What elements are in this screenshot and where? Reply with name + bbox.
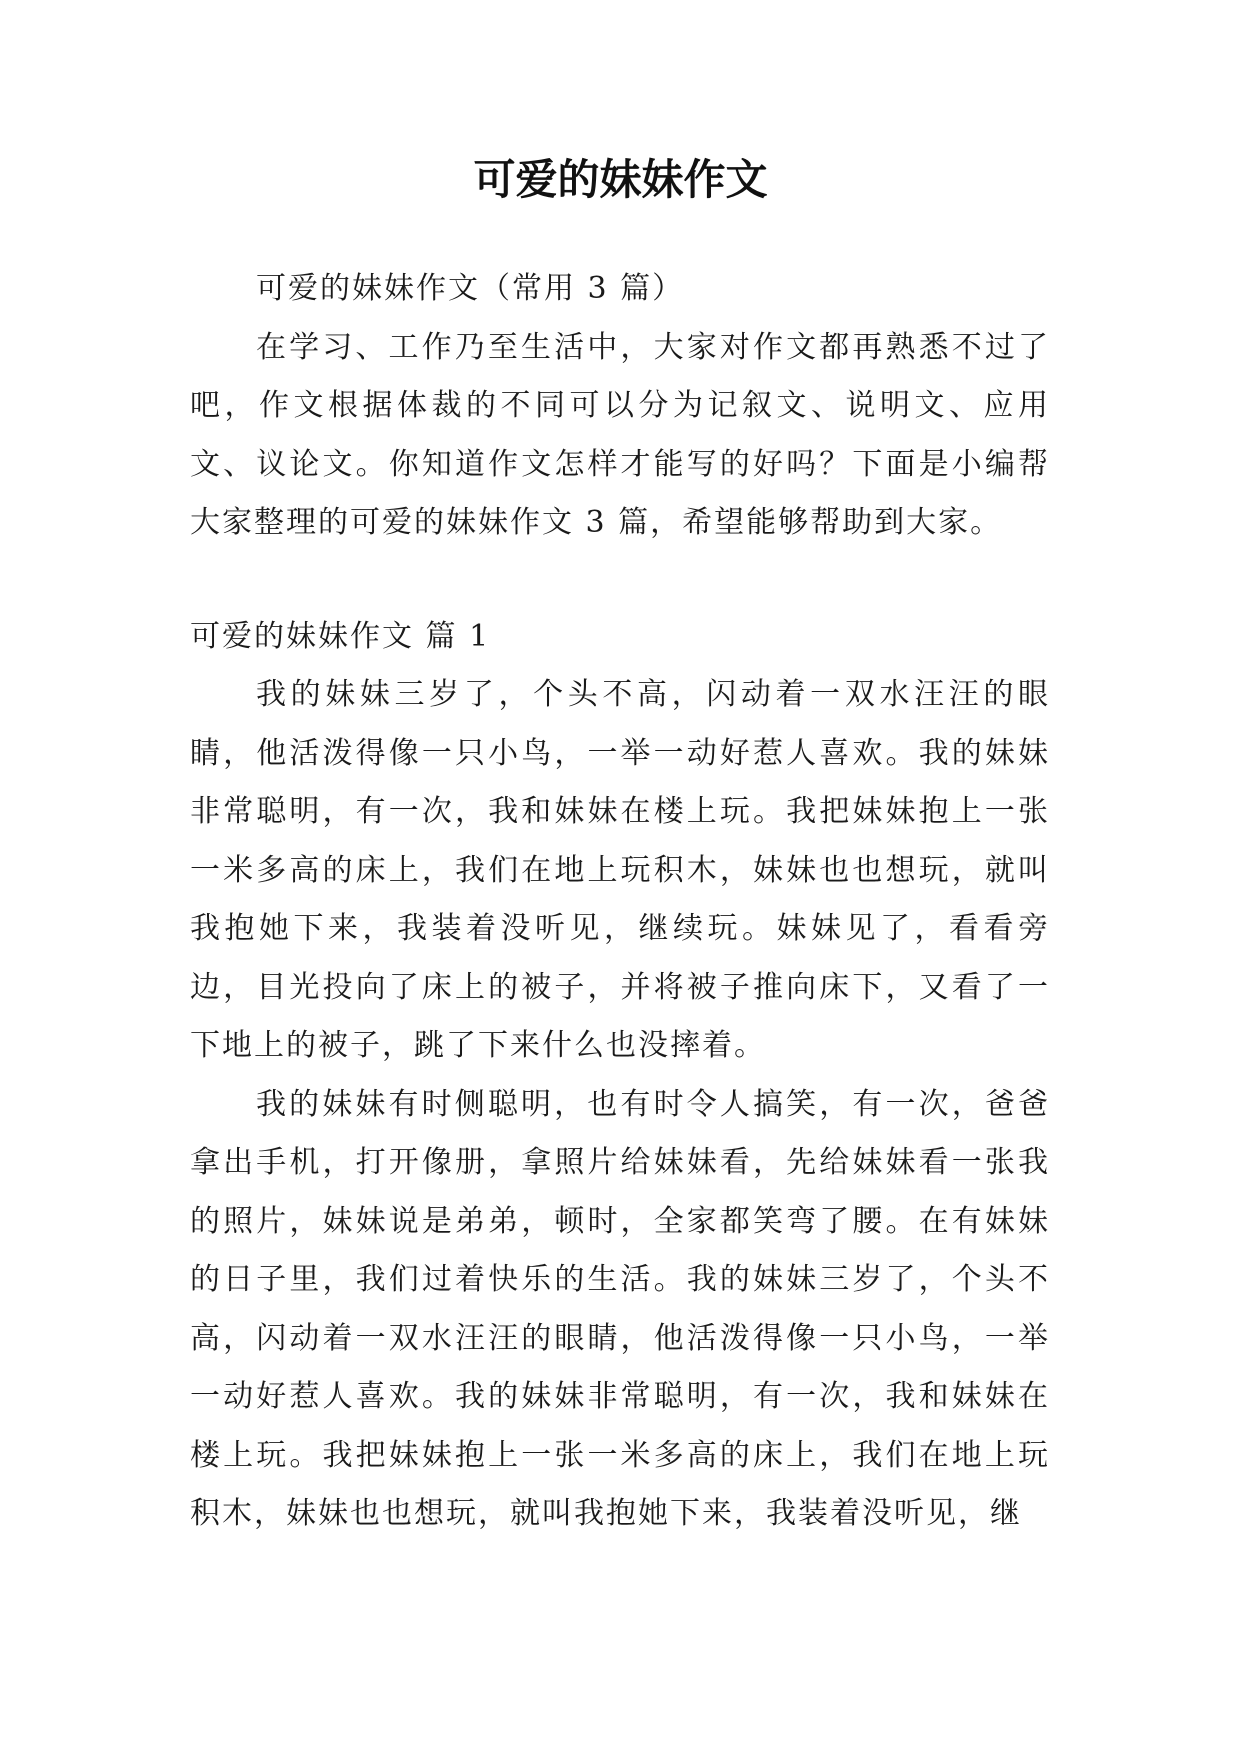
document-body — [190, 260, 1050, 1544]
intro-paragraph: 在学习、工作乃至生活中，大家对作文都再熟悉不过了吧，作文根据体裁的不同可以分为记叙文、说明文、应用文、议论文。你知道作文怎样才能写的好吗？下面是小编帮大家整理的可爱的妹妹作文 3 篇，希望能够帮助到大家。 — [190, 329, 1050, 540]
body-paragraph-2: 我的妹妹有时侧聪明，也有时令人搞笑，有一次，爸爸拿出手机，打开像册，拿照片给妹妹看，先给妹妹看一张我的照片，妹妹说是弟弟，顿时，全家都笑弯了腰。在有妹妹的日子里，我们过着快乐的生活。我的妹妹三岁了，个头不高，闪动着一双水汪汪的眼睛，他活泼得像一只小鸟，一举一动好惹人喜欢。我的妹妹非常聪明，有一次，我和妹妹在楼上玩。我把妹妹抱上一张一米多高的床上，我们在地上玩积木，妹妹也也想玩，就叫我抱她下来，我装着没听见，继 — [190, 1086, 1050, 1531]
section-heading: 可爱的妹妹作文 篇 1 — [190, 618, 491, 654]
document-subtitle: 可爱的妹妹作文（常用 3 篇） — [256, 271, 685, 306]
body-paragraph-1: 我的妹妹三岁了，个头不高，闪动着一双水汪汪的眼睛，他活泼得像一只小鸟，一举一动好惹人喜欢。我的妹妹非常聪明，有一次，我和妹妹在楼上玩。我把妹妹抱上一张一米多高的床上，我们在地上玩积木，妹妹也也想玩，就叫我抱她下来，我装着没听见，继续玩。妹妹见了，看看旁边，目光投向了床上的被子，并将被子推向床下，又看了一下地上的被子，跳了下来什么也没摔着。 — [190, 677, 1050, 1063]
document-title: 可爱的妹妹作文 — [473, 155, 768, 204]
